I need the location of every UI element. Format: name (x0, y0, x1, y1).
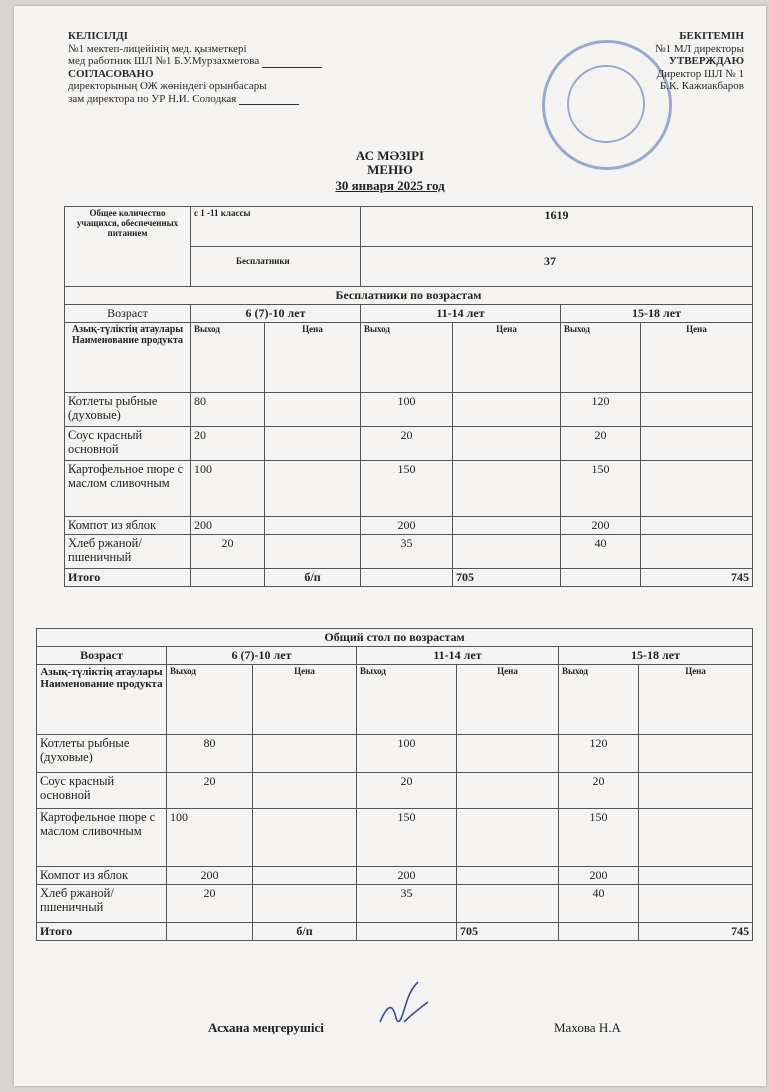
total-group-2: 705 (457, 923, 559, 941)
total-cell (357, 923, 457, 941)
price-cell (453, 517, 561, 535)
output-value: 120 (561, 393, 641, 427)
medic-rus: мед работник ШЛ №1 Б.У.Мурзахметова (68, 55, 388, 68)
menu-document (14, 6, 766, 1086)
product-name: Соус красный основной (65, 427, 191, 461)
output-value: 200 (357, 867, 457, 885)
approve-kaz: БЕКІТЕМІН (679, 30, 744, 42)
total-label: Итого (65, 569, 191, 587)
price-cell (641, 393, 753, 427)
summary-divider (190, 246, 752, 247)
general-table (36, 628, 753, 941)
product-name: Картофельное пюре с маслом сливочным (37, 809, 167, 867)
price-cell (457, 885, 559, 923)
table-row (37, 809, 753, 867)
general-table-title: Общий стол по возрастам (37, 629, 753, 647)
table-row (37, 867, 753, 885)
age-group-1: 6 (7)-10 лет (167, 647, 357, 665)
price-cell (641, 535, 753, 569)
price-cell (641, 427, 753, 461)
free-label: Бесплатники (236, 256, 290, 266)
output-value: 35 (361, 535, 453, 569)
output-value: 20 (191, 535, 265, 569)
agreed-kaz: КЕЛІСІЛДІ (68, 30, 128, 42)
price-cell (453, 461, 561, 517)
output-value: 20 (361, 427, 453, 461)
classes-label: с 1 -11 классы (191, 207, 361, 287)
output-value: 100 (191, 461, 265, 517)
table-row (37, 735, 753, 773)
price-cell (265, 517, 361, 535)
product-name: Хлеб ржаной/ пшеничный (37, 885, 167, 923)
total-group-1: б/п (253, 923, 357, 941)
output-value: 20 (561, 427, 641, 461)
output-header: Выход (561, 323, 641, 393)
price-cell (639, 735, 753, 773)
output-header: Выход (357, 665, 457, 735)
price-cell (641, 517, 753, 535)
price-cell (457, 773, 559, 809)
output-value: 20 (167, 885, 253, 923)
deputy-kaz: директорының ОЖ жөніндегі орынбасары (68, 80, 267, 92)
price-cell (265, 535, 361, 569)
price-cell (639, 773, 753, 809)
signature-line (262, 57, 322, 68)
director-name: Б.К. Кажиакбаров (659, 80, 744, 92)
output-value: 20 (559, 773, 639, 809)
total-group-1: б/п (265, 569, 361, 587)
price-cell (641, 461, 753, 517)
approval-left-block (68, 30, 388, 105)
age-group-3: 15-18 лет (561, 305, 753, 323)
price-cell (453, 393, 561, 427)
total-cell (361, 569, 453, 587)
price-cell (265, 427, 361, 461)
output-value: 20 (357, 773, 457, 809)
output-value: 35 (357, 885, 457, 923)
output-header: Выход (361, 323, 453, 393)
output-value: 40 (559, 885, 639, 923)
price-cell (457, 735, 559, 773)
age-label: Возраст (65, 305, 191, 323)
product-name: Хлеб ржаной/ пшеничный (65, 535, 191, 569)
total-cell (167, 923, 253, 941)
price-header: Цена (265, 323, 361, 393)
age-group-1: 6 (7)-10 лет (191, 305, 361, 323)
price-cell (639, 867, 753, 885)
title-kaz: АС МӘЗІРІ (355, 148, 425, 163)
total-group-3: 745 (641, 569, 753, 587)
price-cell (639, 809, 753, 867)
age-group-2: 11-14 лет (361, 305, 561, 323)
output-value: 200 (561, 517, 641, 535)
total-row (37, 923, 753, 941)
age-label: Возраст (37, 647, 167, 665)
product-name: Котлеты рыбные (духовые) (37, 735, 167, 773)
director-kaz: №1 МЛ директоры (655, 42, 744, 55)
deputy-rus: зам директора по УР Н.И. Солодкая (68, 93, 388, 106)
agreed-rus: СОГЛАСОВАНО (68, 67, 154, 80)
output-value: 80 (167, 735, 253, 773)
free-meals-table (64, 206, 753, 587)
handwritten-signature (374, 978, 434, 1038)
free-table-title: Бесплатники по возрастам (65, 287, 753, 305)
product-name: Соус красный основной (37, 773, 167, 809)
classes-value: 1619 (361, 207, 753, 287)
output-value: 200 (361, 517, 453, 535)
price-cell (639, 885, 753, 923)
output-value: 20 (167, 773, 253, 809)
output-value: 200 (559, 867, 639, 885)
medic-kaz: №1 мектеп-лицейінің мед. қызметкері (68, 42, 247, 55)
price-cell (457, 867, 559, 885)
table-row (65, 517, 753, 535)
table-row (37, 885, 753, 923)
price-header: Цена (253, 665, 357, 735)
output-value: 80 (191, 393, 265, 427)
table-row (65, 393, 753, 427)
output-value: 100 (167, 809, 253, 867)
output-header: Выход (191, 323, 265, 393)
total-cell (561, 569, 641, 587)
age-group-3: 15-18 лет (559, 647, 753, 665)
output-value: 150 (561, 461, 641, 517)
total-group-2: 705 (453, 569, 561, 587)
table-row (65, 461, 753, 517)
table-row (65, 427, 753, 461)
total-label: Итого (37, 923, 167, 941)
total-group-3: 745 (639, 923, 753, 941)
approval-right-block (484, 30, 744, 93)
output-value: 200 (167, 867, 253, 885)
price-cell (453, 535, 561, 569)
price-cell (253, 735, 357, 773)
output-value: 100 (357, 735, 457, 773)
product-header: Азық-түліктің атаулары Наименование продукта (37, 665, 167, 735)
price-cell (253, 809, 357, 867)
price-cell (253, 885, 357, 923)
output-value: 100 (361, 393, 453, 427)
product-name: Котлеты рыбные (духовые) (65, 393, 191, 427)
output-value: 150 (357, 809, 457, 867)
price-cell (457, 809, 559, 867)
age-group-2: 11-14 лет (357, 647, 559, 665)
approve-rus: УТВЕРЖДАЮ (668, 55, 744, 67)
output-header: Выход (559, 665, 639, 735)
title-rus: МЕНЮ (367, 162, 413, 177)
product-name: Картофельное пюре с маслом сливочным (65, 461, 191, 517)
price-cell (253, 773, 357, 809)
output-value: 150 (361, 461, 453, 517)
menu-date: 30 января 2025 год (335, 178, 445, 193)
total-students-label: Общее количество учащихся, обеспеченных питанием (65, 207, 191, 287)
price-header: Цена (639, 665, 753, 735)
price-cell (253, 867, 357, 885)
footer-position: Асхана меңгерушісі (208, 1020, 324, 1035)
price-cell (453, 427, 561, 461)
output-value: 120 (559, 735, 639, 773)
output-value: 150 (559, 809, 639, 867)
product-name: Компот из яблок (65, 517, 191, 535)
total-cell (559, 923, 639, 941)
price-header: Цена (457, 665, 559, 735)
product-header: Азық-түліктің атаулары Наименование продукта (65, 323, 191, 393)
table-row (65, 535, 753, 569)
output-header: Выход (167, 665, 253, 735)
price-header: Цена (453, 323, 561, 393)
output-value: 40 (561, 535, 641, 569)
price-cell (265, 461, 361, 517)
table-row (37, 773, 753, 809)
total-row (65, 569, 753, 587)
footer-name: Махова Н.А (554, 1020, 621, 1035)
product-name: Компот из яблок (37, 867, 167, 885)
price-cell (265, 393, 361, 427)
signature-line (239, 94, 299, 105)
output-value: 20 (191, 427, 265, 461)
total-cell (191, 569, 265, 587)
director-rus: Директор ШЛ № 1 (656, 67, 744, 80)
price-header: Цена (641, 323, 753, 393)
output-value: 200 (191, 517, 265, 535)
free-value: 37 (544, 254, 556, 268)
